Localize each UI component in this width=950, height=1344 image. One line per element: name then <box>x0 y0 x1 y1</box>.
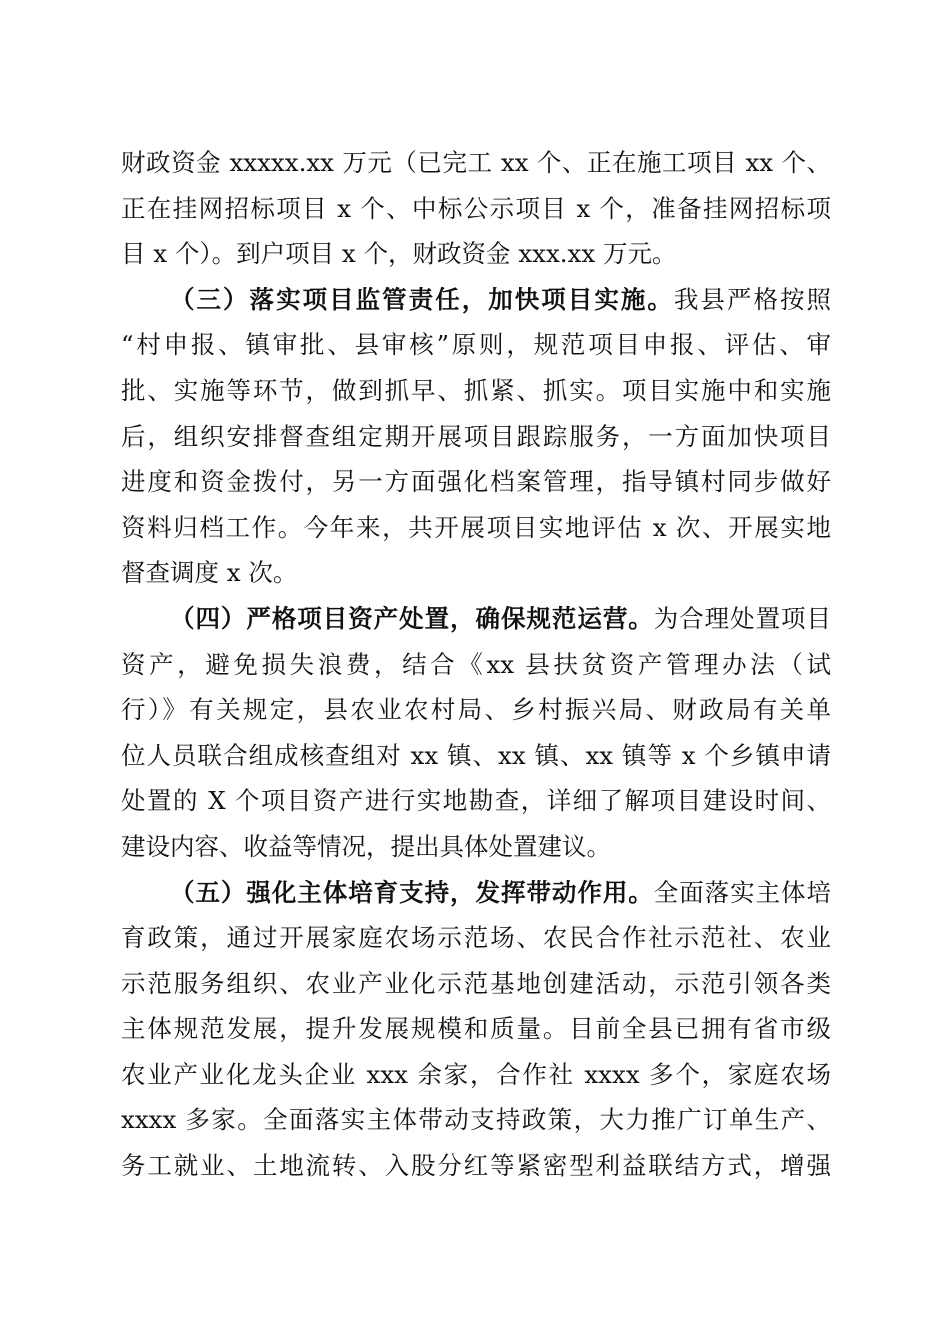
paragraph-section-5 <box>121 870 831 1189</box>
section-heading: （四）严格项目资产处置，确保规范运营。 <box>170 603 654 633</box>
text-line: 后，组织安排督查组定期开展项目跟踪服务，一方面加快项目 <box>121 421 831 451</box>
text-line: “村申报、镇审批、县审核”原则，规范项目申报、评估、审 <box>121 330 831 360</box>
paragraph-section-3 <box>121 277 831 596</box>
text-line: 建设内容、收益等情况，提出具体处置建议。 <box>121 831 611 861</box>
text-line: 主体规范发展，提升发展规模和质量。目前全县已拥有省市级 <box>121 1014 831 1044</box>
text-line: 批、实施等环节，做到抓早、抓紧、抓实。项目实施中和实施 <box>121 375 831 405</box>
text-line: 位人员联合组成核查组对 xx 镇、xx 镇、xx 镇等 x 个乡镇申请 <box>121 740 831 770</box>
text-line: 目 x 个）。到户项目 x 个，财政资金 xxx.xx 万元。 <box>121 239 677 269</box>
text-line <box>121 596 831 642</box>
text-line: 进度和资金拨付，另一方面强化档案管理，指导镇村同步做好 <box>121 467 831 497</box>
text-line: 处置的 X 个项目资产进行实地勘查，详细了解项目建设时间、 <box>121 786 831 816</box>
text-line <box>121 277 831 323</box>
text-line: 行）》有关规定，县农业农村局、乡村振兴局、财政局有关单 <box>121 695 831 725</box>
text-line: 资料归档工作。今年来，共开展项目实地评估 x 次、开展实地 <box>121 512 831 542</box>
paragraph-section-4 <box>121 596 831 870</box>
heading-trailing-text: 全面落实主体培 <box>653 877 832 907</box>
text-line: 务工就业、土地流转、入股分红等紧密型利益联结方式，增强 <box>121 1151 831 1181</box>
text-line: 正在挂网招标项目 x 个、中标公示项目 x 个，准备挂网招标项 <box>121 193 831 223</box>
document-body <box>121 140 831 1189</box>
text-line <box>121 870 831 916</box>
text-line: 示范服务组织、农业产业化示范基地创建活动，示范引领各类 <box>121 968 831 998</box>
heading-trailing-text: 我县严格按照 <box>673 284 832 314</box>
text-line: 督查调度 x 次。 <box>121 558 298 588</box>
text-line: 资产，避免损失浪费，结合《xx 县扶贫资产管理办法（试 <box>121 649 831 679</box>
heading-trailing-text: 为合理处置项目 <box>653 603 832 633</box>
text-line: xxxx 多家。全面落实主体带动支持政策，大力推广订单生产、 <box>121 1105 831 1135</box>
section-heading: （五）强化主体培育支持，发挥带动作用。 <box>170 877 654 907</box>
text-line: 财政资金 xxxxx.xx 万元（已完工 xx 个、正在施工项目 xx 个、 <box>121 148 831 177</box>
paragraph-continued <box>121 140 831 277</box>
text-line: 育政策，通过开展家庭农场示范场、农民合作社示范社、农业 <box>121 923 831 953</box>
text-line: 农业产业化龙头企业 xxx 余家，合作社 xxxx 多个，家庭农场 <box>121 1059 831 1089</box>
section-heading: （三）落实项目监管责任，加快项目实施。 <box>170 284 674 314</box>
